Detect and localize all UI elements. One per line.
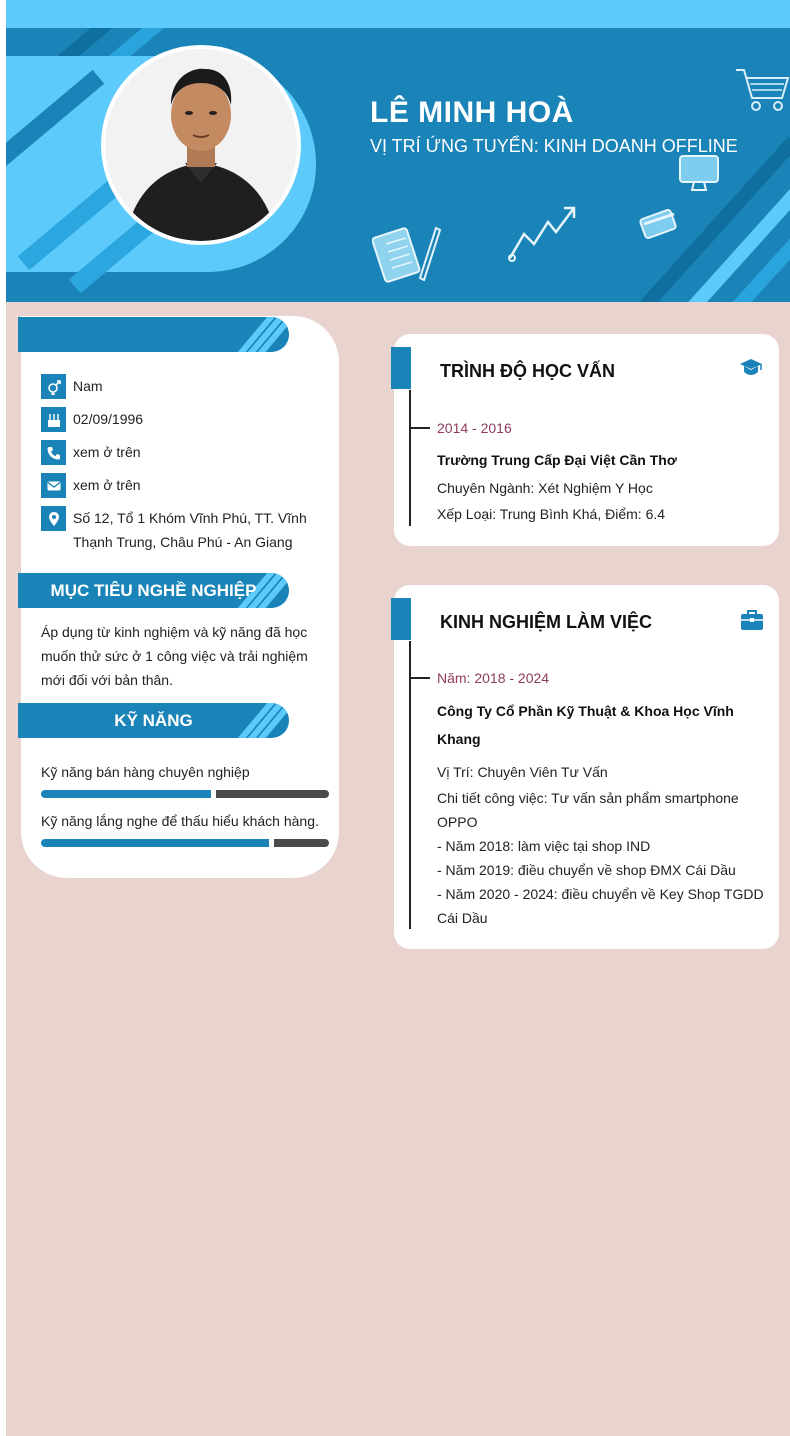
skill-fill xyxy=(41,839,269,847)
experience-accent xyxy=(391,598,411,640)
experience-detail: Chi tiết công việc: Tư vấn sản phẩm smartphone OPPO xyxy=(437,790,739,830)
experience-title: KINH NGHIỆM LÀM VIỆC xyxy=(440,612,653,632)
email-value: xem ở trên xyxy=(73,477,141,493)
skill-remainder xyxy=(274,839,329,847)
objective-text: Áp dụng từ kinh nghiệm và kỹ năng đã học muốn thử sức ở 1 công việc và trải nghiệm mới đối với bản thân. xyxy=(41,624,308,688)
birthday-value: 02/09/1996 xyxy=(73,411,144,427)
skills-title: KỸ NĂNG xyxy=(114,711,193,730)
company-name: Công Ty Cổ Phần Kỹ Thuật & Khoa Học Vĩnh Khang xyxy=(437,703,734,747)
phone-row xyxy=(41,440,141,465)
experience-line: - Năm 2018: làm việc tại shop IND xyxy=(437,838,651,854)
skills-ribbon xyxy=(18,703,289,738)
location-pin-icon xyxy=(41,506,66,531)
briefcase-icon xyxy=(740,609,764,631)
email-row xyxy=(41,473,141,498)
skill-label: Kỹ năng bán hàng chuyên nghiệp xyxy=(41,764,250,780)
credit-card-icon xyxy=(638,208,680,244)
education-title: TRÌNH ĐỘ HỌC VẤN xyxy=(440,361,615,381)
gender-icon xyxy=(41,374,66,399)
gender-row xyxy=(41,374,103,399)
objective-title: MỤC TIÊU NGHỀ NGHIỆP xyxy=(50,581,257,600)
contact-ribbon xyxy=(18,317,289,352)
phone-value: xem ở trên xyxy=(73,444,141,460)
applied-position: VỊ TRÍ ỨNG TUYỂN: KINH DOANH OFFLINE xyxy=(370,136,738,156)
education-accent xyxy=(391,347,411,389)
skill-bar xyxy=(41,839,329,847)
graduation-cap-icon xyxy=(739,357,763,377)
top-strip xyxy=(6,0,790,28)
objective-ribbon xyxy=(18,573,289,608)
skill-fill xyxy=(41,790,211,798)
address-value: Số 12, Tổ 1 Khóm Vĩnh Phú, TT. Vĩnh Thạnh Trung, Châu Phú - An Giang xyxy=(73,510,307,550)
address-row xyxy=(41,506,311,554)
envelope-icon xyxy=(41,473,66,498)
education-major: Chuyên Ngành: Xét Nghiệm Y Học xyxy=(437,480,653,496)
skill-label: Kỹ năng lắng nghe để thấu hiểu khách hàng. xyxy=(41,813,319,829)
skill-remainder xyxy=(216,790,329,798)
timeline-tick xyxy=(410,677,430,679)
education-timeline xyxy=(409,390,411,526)
education-grade: Xếp Loại: Trung Bình Khá, Điểm: 6.4 xyxy=(437,506,666,522)
experience-timeline xyxy=(409,641,411,929)
candidate-name: LÊ MINH HOÀ xyxy=(370,96,574,129)
experience-line: - Năm 2020 - 2024: điều chuyển về Key Shop TGDD Cái Dầu xyxy=(437,886,764,926)
gender-value: Nam xyxy=(73,378,103,394)
growth-chart-icon xyxy=(506,204,580,264)
birthday-row xyxy=(41,407,143,432)
decor-stripe xyxy=(6,70,104,180)
school-name: Trường Trung Cấp Đại Việt Cần Thơ xyxy=(437,452,677,468)
education-date: 2014 - 2016 xyxy=(437,420,512,436)
profile-photo xyxy=(101,45,301,245)
cv-page xyxy=(6,0,790,1436)
birthday-cake-icon xyxy=(41,407,66,432)
header-banner xyxy=(6,28,790,302)
experience-date: Năm: 2018 - 2024 xyxy=(437,670,550,686)
skill-bar xyxy=(41,790,329,798)
experience-line: - Năm 2019: điều chuyển về shop ĐMX Cái Dầu xyxy=(437,862,736,878)
timeline-tick xyxy=(410,427,430,429)
monitor-icon xyxy=(678,154,720,194)
shopping-cart-icon xyxy=(734,66,790,114)
experience-role: Vị Trí: Chuyên Viên Tư Vấn xyxy=(437,764,608,780)
clipboard-icon xyxy=(372,222,444,284)
phone-icon xyxy=(41,440,66,465)
